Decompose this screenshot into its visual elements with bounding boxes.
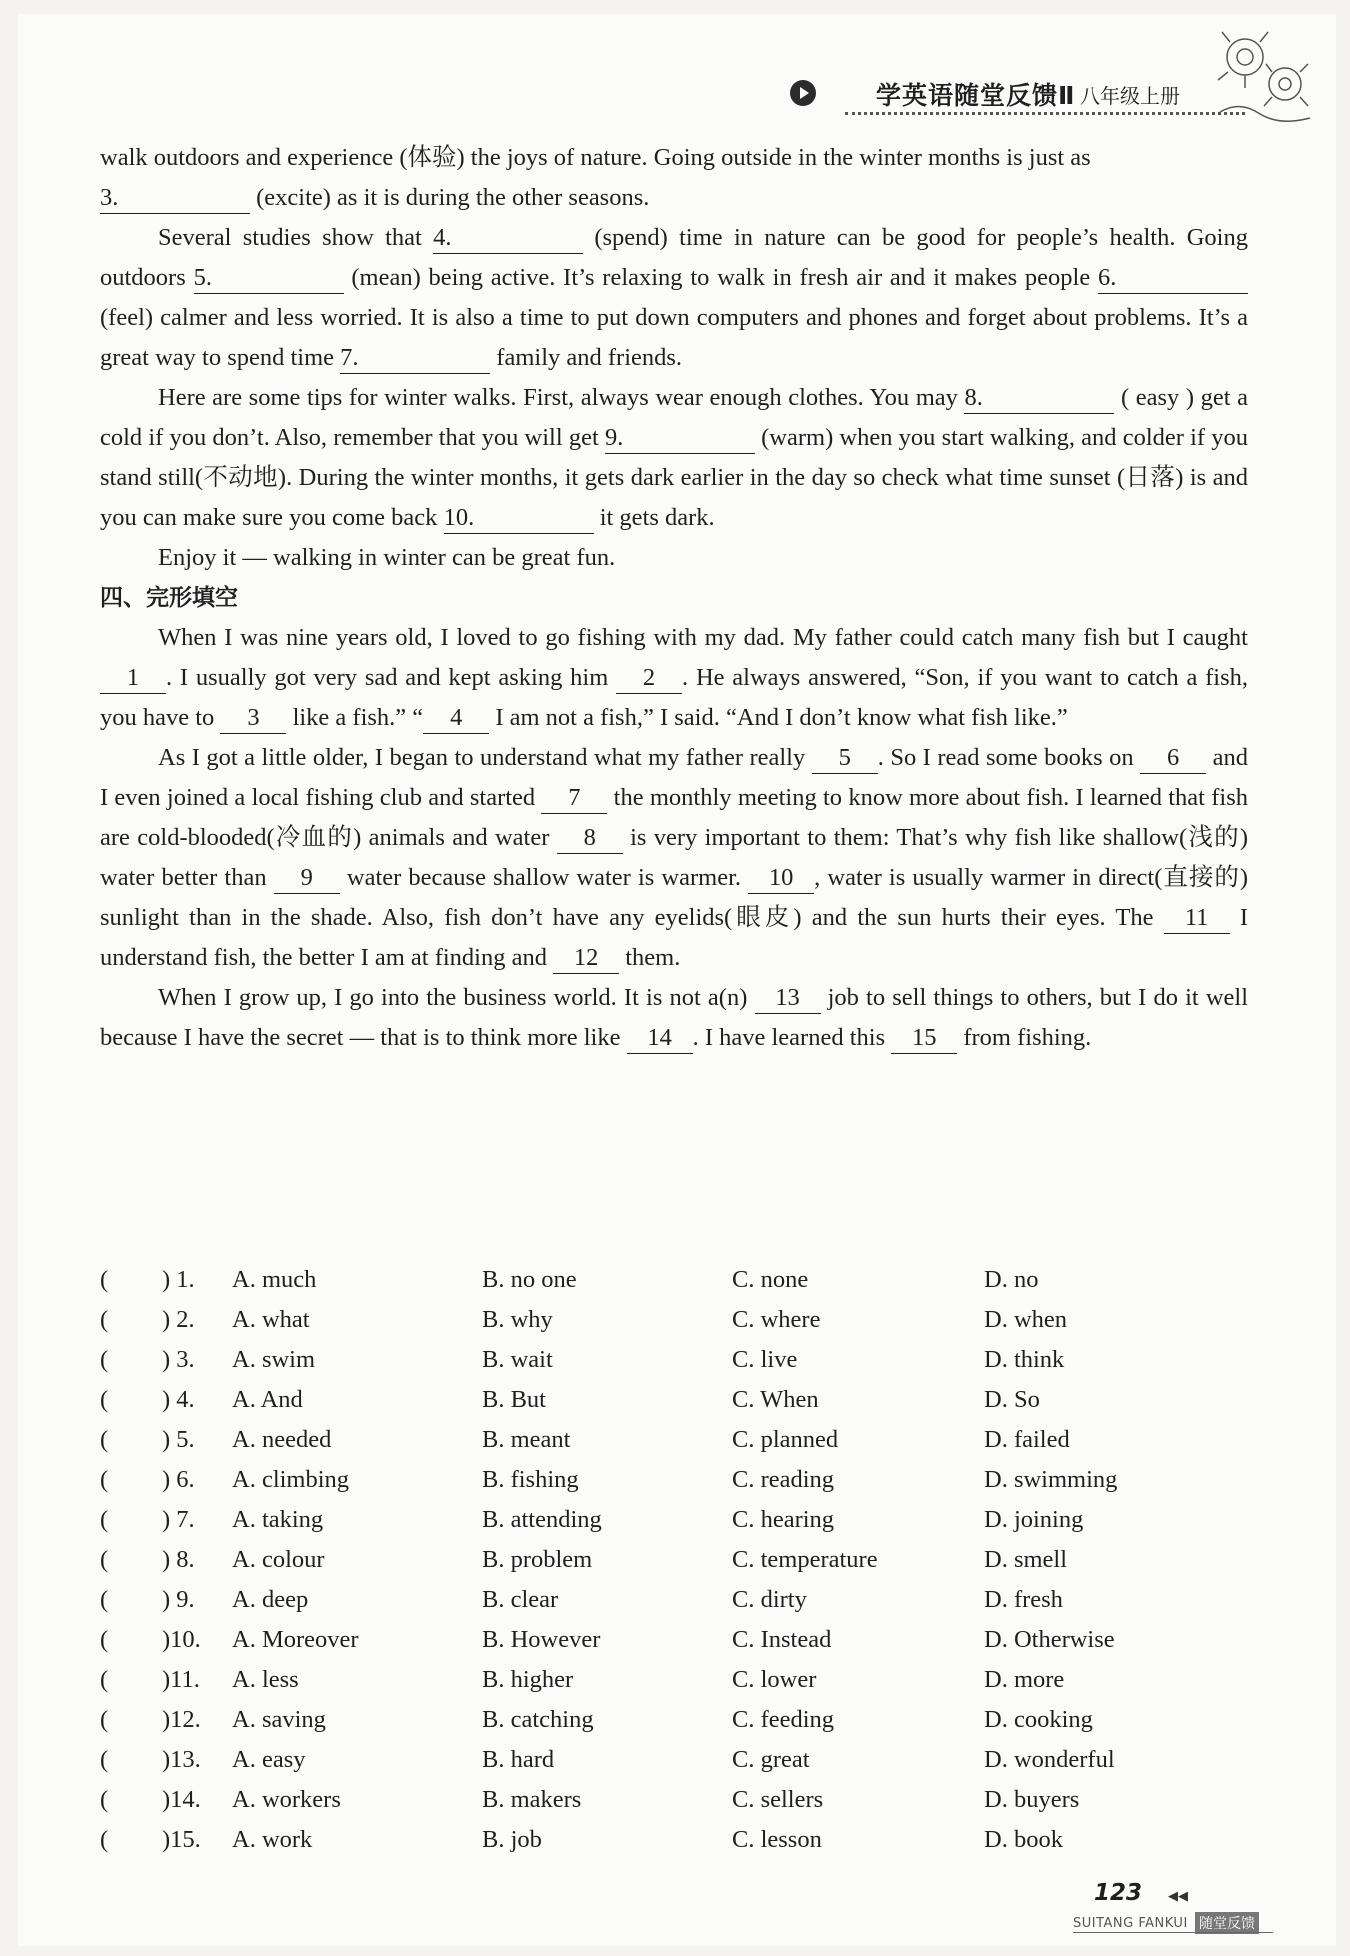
cloze-blank[interactable]: 1 (100, 663, 166, 694)
text: is very important to them: That’s why fish like shallow(浅的) water better than (100, 824, 1249, 891)
option-a[interactable]: A. colour (232, 1546, 325, 1573)
answer-blank[interactable]: 8. (964, 383, 1114, 414)
question-number: )12. (162, 1706, 201, 1733)
answer-bracket[interactable]: ( (100, 1786, 109, 1813)
question-row (100, 1460, 1250, 1500)
answer-bracket[interactable]: ( (100, 1666, 109, 1693)
text: Several studies show that (158, 224, 434, 251)
cloze-blank[interactable]: 5 (812, 743, 878, 774)
option-d[interactable]: D. think (984, 1346, 1065, 1373)
option-a[interactable]: A. swim (232, 1346, 316, 1373)
option-b[interactable]: B. higher (482, 1666, 574, 1693)
text: . He always answered, “Son, if you want to catch a fish, you have to (100, 664, 1248, 731)
answer-bracket[interactable]: ( (100, 1426, 109, 1453)
text: and I even joined a local fishing club and started (100, 744, 1249, 811)
text: them. (619, 944, 681, 971)
question-row (100, 1500, 1250, 1540)
text: (feel) calmer and less worried. It is also a time to put down computers and phones and forget about problems. It’s a great way to spend time (100, 304, 1248, 371)
text: When I was nine years old, I loved to go fishing with my dad. My father could catch many fish but I caught (158, 624, 1248, 651)
option-b[interactable]: B. fishing (482, 1466, 579, 1493)
option-b[interactable]: B. why (482, 1306, 553, 1333)
brand-chinese: 随堂反馈 (1195, 1912, 1259, 1934)
paragraph (100, 738, 1248, 978)
option-c[interactable]: C. planned (732, 1426, 839, 1453)
option-a[interactable]: A. much (232, 1266, 317, 1293)
cloze-blank[interactable]: 7 (541, 783, 607, 814)
footer-brand (1073, 1912, 1273, 1934)
question-number: ) 5. (162, 1426, 195, 1453)
book-subtitle: 八年级上册 (1080, 84, 1180, 108)
paragraph (100, 178, 1248, 218)
answer-bracket[interactable]: ( (100, 1746, 109, 1773)
flower-icon (1210, 22, 1320, 132)
answer-bracket[interactable]: ( (100, 1266, 109, 1293)
double-left-arrow-icon: ◀◀ (1168, 1888, 1188, 1903)
option-d[interactable]: D. swimming (984, 1466, 1118, 1493)
option-a[interactable]: A. Moreover (232, 1626, 359, 1653)
option-c[interactable]: C. feeding (732, 1706, 835, 1733)
answer-bracket[interactable]: ( (100, 1506, 109, 1533)
text: it gets dark. (593, 504, 715, 531)
option-c[interactable]: C. lower (732, 1666, 817, 1693)
option-d[interactable]: D. So (984, 1386, 1040, 1413)
option-d[interactable]: D. cooking (984, 1706, 1093, 1733)
option-c[interactable]: C. hearing (732, 1506, 835, 1533)
option-d[interactable]: D. failed (984, 1426, 1070, 1453)
text: (mean) being active. It’s relaxing to walk in fresh air and it makes people (343, 264, 1099, 291)
answer-bracket[interactable]: ( (100, 1706, 109, 1733)
text: . I usually got very sad and kept asking him (166, 664, 617, 691)
option-a[interactable]: A. easy (232, 1746, 306, 1773)
question-number: )15. (162, 1826, 201, 1853)
cloze-blank[interactable]: 9 (274, 863, 340, 894)
paragraph (100, 378, 1248, 538)
options-list (100, 1260, 1250, 1860)
question-number: ) 2. (162, 1306, 195, 1333)
option-d[interactable]: D. fresh (984, 1586, 1063, 1613)
page-number: 123 (1094, 1880, 1143, 1906)
text: from fishing. (957, 1024, 1092, 1051)
text: Here are some tips for winter walks. First, always wear enough clothes. You may (158, 384, 965, 411)
option-b[interactable]: B. job (482, 1826, 542, 1853)
option-a[interactable]: A. workers (232, 1786, 341, 1813)
question-row (100, 1700, 1250, 1740)
answer-blank[interactable]: 7. (340, 343, 490, 374)
answer-blank[interactable]: 9. (605, 423, 755, 454)
option-a[interactable]: A. needed (232, 1426, 332, 1453)
question-number: ) 4. (162, 1386, 195, 1413)
option-c[interactable]: C. none (732, 1266, 809, 1293)
text: job to sell things to others, but I do it well because I have the secret — that is to think more like (100, 984, 1248, 1051)
option-c[interactable]: C. Instead (732, 1626, 832, 1653)
text: like a fish.” “ (286, 704, 424, 731)
option-b[interactable]: B. makers (482, 1786, 582, 1813)
book-title: 学英语随堂反馈Ⅱ (876, 81, 1076, 110)
question-row (100, 1340, 1250, 1380)
question-row (100, 1740, 1250, 1780)
question-row (100, 1820, 1250, 1860)
question-row (100, 1620, 1250, 1660)
answer-bracket[interactable]: ( (100, 1586, 109, 1613)
answer-bracket[interactable]: ( (100, 1386, 109, 1413)
question-row (100, 1580, 1250, 1620)
option-b[interactable]: B. But (482, 1386, 546, 1413)
text: (excite) as it is during the other seasons. (250, 184, 650, 211)
text: When I grow up, I go into the business world. It is not a(n) (158, 984, 755, 1011)
question-row (100, 1780, 1250, 1820)
option-b[interactable]: B. attending (482, 1506, 602, 1533)
option-b[interactable]: B. However (482, 1626, 601, 1653)
option-b[interactable]: B. wait (482, 1346, 553, 1373)
question-number: ) 1. (162, 1266, 195, 1293)
text: . So I read some books on (877, 744, 1141, 771)
text: As I got a little older, I began to understand what my father really (158, 744, 812, 771)
option-a[interactable]: A. deep (232, 1586, 309, 1613)
answer-bracket[interactable]: ( (100, 1626, 109, 1653)
text: (warm) when you start walking, and colder if you stand still(不动地). During the winter months, it gets dark earlier in the day so check what time sunset (日落) is and you can make sure you come back (100, 424, 1248, 531)
question-row (100, 1660, 1250, 1700)
cloze-blank[interactable]: 12 (553, 943, 619, 974)
answer-blank[interactable]: 4. (433, 223, 583, 254)
option-c[interactable]: C. live (732, 1346, 798, 1373)
option-b[interactable]: B. meant (482, 1426, 571, 1453)
option-a[interactable]: A. work (232, 1826, 313, 1853)
text: , water is usually warmer in direct(直接的) sunlight than in the shade. Also, fish don’t have any eyelids(眼皮) and the sun hurts their eyes. The (100, 864, 1249, 931)
answer-bracket[interactable]: ( (100, 1306, 109, 1333)
header-divider (845, 112, 1245, 115)
paragraph (100, 218, 1248, 378)
option-b[interactable]: B. no one (482, 1266, 577, 1293)
cloze-blank[interactable]: 13 (755, 983, 821, 1014)
question-number: )10. (162, 1626, 201, 1653)
paragraph (100, 618, 1248, 738)
answer-bracket[interactable]: ( (100, 1466, 109, 1493)
cloze-blank[interactable]: 4 (423, 703, 489, 734)
option-a[interactable]: A. taking (232, 1506, 324, 1533)
cloze-blank[interactable]: 11 (1164, 903, 1230, 934)
answer-blank[interactable]: 6. (1098, 263, 1248, 294)
option-d[interactable]: D. more (984, 1666, 1065, 1693)
section-heading: 四、完形填空 (100, 585, 238, 611)
option-c[interactable]: C. temperature (732, 1546, 878, 1573)
cloze-blank[interactable]: 6 (1140, 743, 1206, 774)
option-c[interactable]: C. When (732, 1386, 819, 1413)
text: the monthly meeting to know more about fish. I learned that fish are cold-blooded(冷血的) animals and water (100, 784, 1248, 851)
cloze-blank[interactable]: 8 (557, 823, 623, 854)
text: water because shallow water is warmer. (339, 864, 749, 891)
text: family and friends. (490, 344, 683, 371)
question-row (100, 1260, 1250, 1300)
option-c[interactable]: C. lesson (732, 1826, 822, 1853)
option-d[interactable]: D. wonderful (984, 1746, 1115, 1773)
option-d[interactable]: D. when (984, 1306, 1068, 1333)
question-number: )14. (162, 1786, 201, 1813)
answer-blank[interactable]: 5. (194, 263, 344, 294)
answer-blank[interactable]: 10. (444, 503, 594, 534)
text: I understand fish, the better I am at finding and (100, 904, 1248, 971)
question-number: ) 8. (162, 1546, 195, 1573)
cloze-blank[interactable]: 15 (891, 1023, 957, 1054)
question-number: ) 9. (162, 1586, 195, 1613)
option-d[interactable]: D. joining (984, 1506, 1084, 1533)
answer-blank[interactable]: 3. (100, 183, 250, 214)
cloze-blank[interactable]: 2 (616, 663, 682, 694)
text: ( easy ) get a cold if you don’t. Also, remember that you will get (100, 384, 1248, 451)
question-number: ) 6. (162, 1466, 195, 1493)
question-number: ) 7. (162, 1506, 195, 1533)
option-b[interactable]: B. problem (482, 1546, 593, 1573)
option-a[interactable]: A. what (232, 1306, 310, 1333)
option-d[interactable]: D. buyers (984, 1786, 1080, 1813)
option-d[interactable]: D. smell (984, 1546, 1068, 1573)
question-row (100, 1300, 1250, 1340)
option-b[interactable]: B. catching (482, 1706, 594, 1733)
option-c[interactable]: C. dirty (732, 1586, 807, 1613)
paragraph (100, 978, 1248, 1058)
option-c[interactable]: C. where (732, 1306, 821, 1333)
brand-english: SUITANG FANKUI (1073, 1916, 1188, 1931)
footer-divider (1073, 1932, 1273, 1933)
cloze-blank[interactable]: 3 (220, 703, 286, 734)
text: Enjoy it — walking in winter can be great fun. (158, 544, 616, 571)
question-number: )13. (162, 1746, 201, 1773)
text: I am not a fish,” I said. “And I don’t know what fish like.” (489, 704, 1068, 731)
question-row (100, 1540, 1250, 1580)
play-icon (790, 80, 816, 106)
passage-content (100, 138, 1248, 1058)
text: . I have learned this (692, 1024, 892, 1051)
option-b[interactable]: B. hard (482, 1746, 555, 1773)
answer-bracket[interactable]: ( (100, 1346, 109, 1373)
option-c[interactable]: C. sellers (732, 1786, 824, 1813)
cloze-blank[interactable]: 14 (627, 1023, 693, 1054)
text: walk outdoors and experience (体验) the joys of nature. Going outside in the winter months is just as (100, 144, 1091, 171)
option-b[interactable]: B. clear (482, 1586, 559, 1613)
option-c[interactable]: C. reading (732, 1466, 835, 1493)
question-row (100, 1420, 1250, 1460)
option-d[interactable]: D. book (984, 1826, 1063, 1853)
paragraph (100, 138, 1248, 178)
option-a[interactable]: A. climbing (232, 1466, 350, 1493)
option-a[interactable]: A. less (232, 1666, 299, 1693)
question-number: ) 3. (162, 1346, 195, 1373)
question-row (100, 1380, 1250, 1420)
answer-bracket[interactable]: ( (100, 1826, 109, 1853)
option-a[interactable]: A. saving (232, 1706, 326, 1733)
text: (spend) time in nature can be good for people’s health. Going outdoors (100, 224, 1248, 291)
option-c[interactable]: C. great (732, 1746, 810, 1773)
cloze-blank[interactable]: 10 (748, 863, 814, 894)
paragraph (100, 538, 1248, 578)
question-number: )11. (162, 1666, 200, 1693)
option-a[interactable]: A. And (232, 1386, 303, 1413)
answer-bracket[interactable]: ( (100, 1546, 109, 1573)
option-d[interactable]: D. Otherwise (984, 1626, 1115, 1653)
option-d[interactable]: D. no (984, 1266, 1039, 1293)
